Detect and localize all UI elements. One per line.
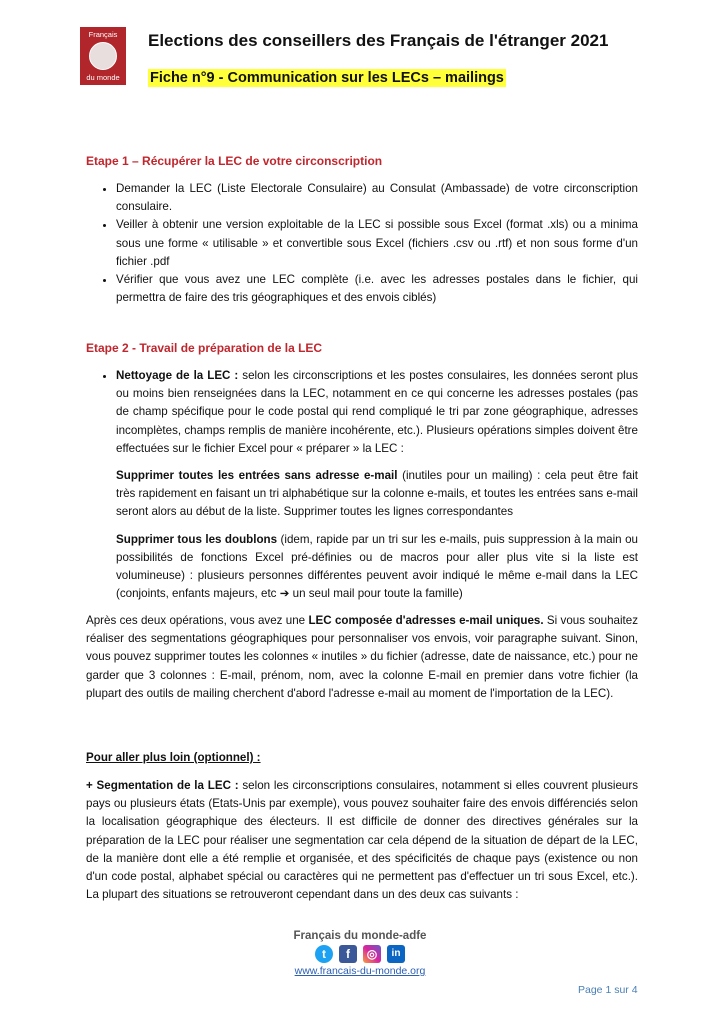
twitter-icon[interactable]: t xyxy=(315,945,333,963)
paragraph-text: (inutiles pour un mailing) : cela peut être fait très rapidement en faisant un tri alphabétique sur la colonne e-mails, et toutes les entrées sans e-mail seront alors au début de la liste. Supprimer toutes les lignes correspondantes xyxy=(116,469,639,519)
list-item: • Demander la LEC (Liste Electorale Consulaire) au Consulat (Ambassade) de votre circonscription consulaire. xyxy=(116,180,638,216)
sub-paragraph xyxy=(116,467,638,522)
document-subtitle: Fiche n°9 - Communication sur les LECs – mailings xyxy=(150,70,504,86)
social-icons xyxy=(260,945,460,963)
paragraph-text: (idem, rapide par un tri sur les e-mails, puis suppression à la main ou possibilités de fonctions Excel pré-définies ou de macros pour aller plus vite si la liste est volumineuse) : plusieurs personnes différentes peuvent avoir indiqué le même e-mail dans la LEC (conjoints, enfants majeurs, etc xyxy=(116,532,638,601)
list-item xyxy=(116,367,638,603)
footer xyxy=(260,930,460,977)
logo-text-top: Français xyxy=(88,30,118,39)
paragraph-text: Après ces deux opérations, vous avez une xyxy=(86,614,309,627)
paragraph-text: selon les circonscriptions et les postes consulaires, les données seront plus ou moins bien renseignées dans la LEC, notamment en ce qui concerne les adresses postales (pas de champ spécifique pour le code postal qui rend compliqué le tri par zone géographique, adresses incomplètes, champs remplis de manière incohérente, etc.). Plusieurs opérations simples doivent être effectuées sur le fichier Excel pour « préparer » la LEC : xyxy=(116,369,639,455)
footer-org: Français du monde-adfe xyxy=(293,930,427,942)
step1-heading: Etape 1 – Récupérer la LEC de votre circonscription xyxy=(86,154,383,168)
logo xyxy=(80,27,126,85)
bold-label: + Segmentation de la LEC : xyxy=(86,779,239,792)
summary-paragraph xyxy=(86,612,638,703)
step2-heading: Etape 2 - Travail de préparation de la LEC xyxy=(86,341,323,355)
page-number: Page 1 sur 4 xyxy=(578,984,638,996)
instagram-icon[interactable]: ◎ xyxy=(363,945,381,963)
paragraph-text: Si vous souhaitez réaliser des segmentations géographiques pour personnaliser vos envois, voir paragraphe suivant. Sinon, vous pouvez supprimer toutes les colonnes « inutiles » du fichier (adresse, date de naissance, etc.) pour ne garder que 3 colonnes : E-mail, prénom, nom, avec la colonne E-mail en premier dans votre fichier (la plupart des outils de mailing cherchent d'abord l'adresse e-mail au moment de l'importation de la LEC). xyxy=(86,614,639,700)
arrow-icon: ➔ xyxy=(279,587,290,601)
website-link[interactable]: www.francais-du-monde.org xyxy=(294,965,426,977)
bold-label: Nettoyage de la LEC : xyxy=(116,369,239,382)
step2-list xyxy=(86,367,638,603)
facebook-icon[interactable]: f xyxy=(339,945,357,963)
step1-list xyxy=(86,180,638,307)
sub-paragraph xyxy=(116,531,638,604)
linkedin-icon[interactable]: in xyxy=(387,945,405,963)
paragraph-text: un seul mail pour toute la famille) xyxy=(289,587,463,601)
bold-label: Supprimer tous les doublons xyxy=(116,532,278,546)
further-heading: Pour aller plus loin (optionnel) : xyxy=(86,751,261,764)
list-item: • Veiller à obtenir une version exploitable de la LEC si possible sous Excel (format .xls) ou a minima sous une forme « utilisable » et convertible sous Excel (fichiers .csv ou .rtf) et non sous forme d'un fichier .pdf xyxy=(116,216,638,271)
list-item: • Vérifier que vous avez une LEC complète (i.e. avec les adresses postales dans le fichier, qui permettra de faire des tris géographiques et des envois ciblés) xyxy=(116,271,638,307)
segmentation-paragraph xyxy=(86,777,638,904)
document-title: Elections des conseillers des Français de l'étranger 2021 xyxy=(148,31,609,50)
bold-label: LEC composée d'adresses e-mail uniques. xyxy=(308,614,544,627)
paragraph-text: selon les circonscriptions consulaires, notamment si elles couvrent plusieurs pays ou plusieurs états (Etats-Unis par exemple), vous pouvez souhaiter faire des envois différenciés selon la localisation géographique des électeurs. Il est difficile de donner des directives générales sur la préparation de la LEC pour réaliser une segmentation car cela dépend de la situation de départ de la LEC, de la manière dont elle a été remplie et organisée, et des spécificités de chaque pays (existence ou non d'un code postal, alphabet spécial ou caractères qui ne permettent pas d'effectuer un tri sous Excel, etc.). La plupart des situations se retrouveront cependant dans un des deux cas suivants : xyxy=(86,779,638,902)
globe-icon xyxy=(89,42,117,70)
logo-text-bottom: du monde xyxy=(86,73,120,82)
bold-label: Supprimer toutes les entrées sans adresse e-mail xyxy=(116,469,398,483)
